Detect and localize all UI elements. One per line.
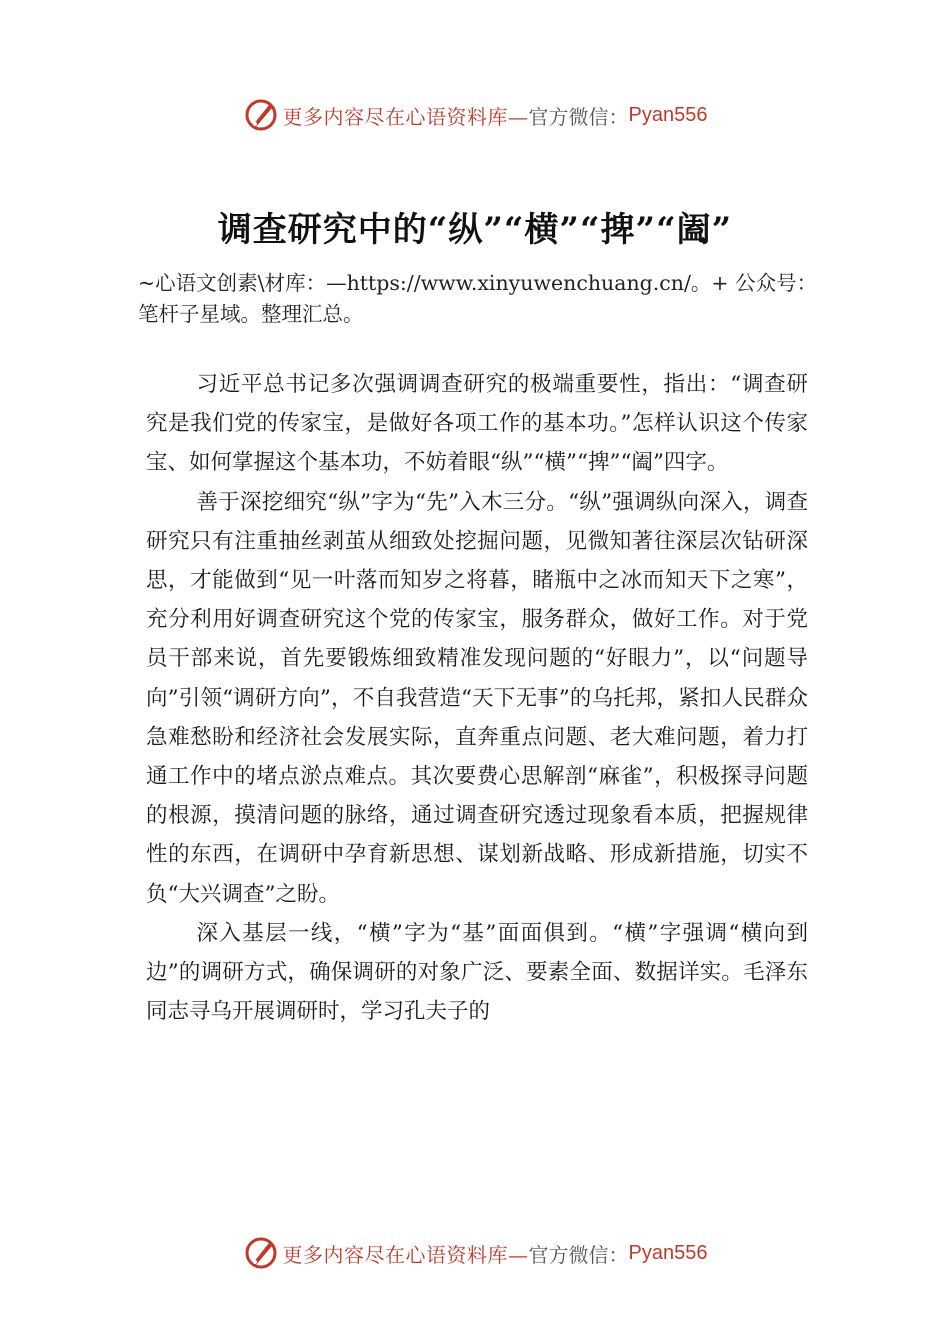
paragraph: 善于深挖细究“纵”字为“先”入木三分。“纵”强调纵向深入，调查研究只有注重抽丝剥茧从细致处挖掘问题，见微知著往深层次钻研深思，才能做到“见一叶落而知岁之将暮，睹瓶中之冰而知天下之寒”，充分利用好调查研究这个党的传家宝，服务群众，做好工作。对于党员干部来说，首先要锻炼细致精准发现问题的“好眼力”，以“问题导向”引领“调研方向”，不自我营造“天下无事”的乌托邦，紧扣人民群众急难愁盼和经济社会发展实际，直奔重点问题、老大难问题，着力打通工作中的堵点淤点难点。其次要费心思解剖“麻雀”，积极探寻问题的根源，摸清问题的脉络，通过调查研究透过现象看本质，把握规律性的东西，在调研中孕育新思想、谋划新战略、形成新措施，切实不负“大兴调查”之盼。	[146, 489, 808, 907]
quill-pen-logo-icon	[243, 1235, 279, 1271]
quill-pen-logo-icon	[243, 97, 279, 133]
banner-main-text: 更多内容尽在心语资料库—	[282, 1242, 529, 1267]
banner-wechat-id: Pyan556	[628, 1241, 708, 1264]
paragraph: 习近平总书记多次强调调查研究的极端重要性，指出：“调查研究是我们党的传家宝，是做好各项工作的基本功。”怎样认识这个传家宝、如何掌握这个基本功，不妨着眼“纵”“横”“捭”“阖”四字。	[146, 372, 808, 476]
banner-wechat-id: Pyan556	[628, 103, 708, 126]
banner-main-text: 更多内容尽在心语资料库—	[282, 104, 529, 129]
source-note: ~心语文创素\材库：—https://www.xinyuwenchuang.cn/。+ 公众号：笔杆子星域。整理汇总。	[138, 271, 818, 326]
document-title: 调查研究中的“纵”“横”“捭”“阖”	[217, 210, 733, 250]
banner-wechat-label: 官方微信：	[528, 104, 629, 129]
header-banner	[0, 95, 950, 135]
footer-banner	[0, 1233, 950, 1273]
paragraph: 深入基层一线，“横”字为“基”面面俱到。“横”字强调“横向到边”的调研方式，确保调研的对象广泛、要素全面、数据详实。毛泽东同志寻乌开展调研时，学习孔夫子的	[146, 920, 808, 1025]
document-body	[146, 365, 808, 1031]
banner-wechat-label: 官方微信：	[528, 1242, 629, 1267]
